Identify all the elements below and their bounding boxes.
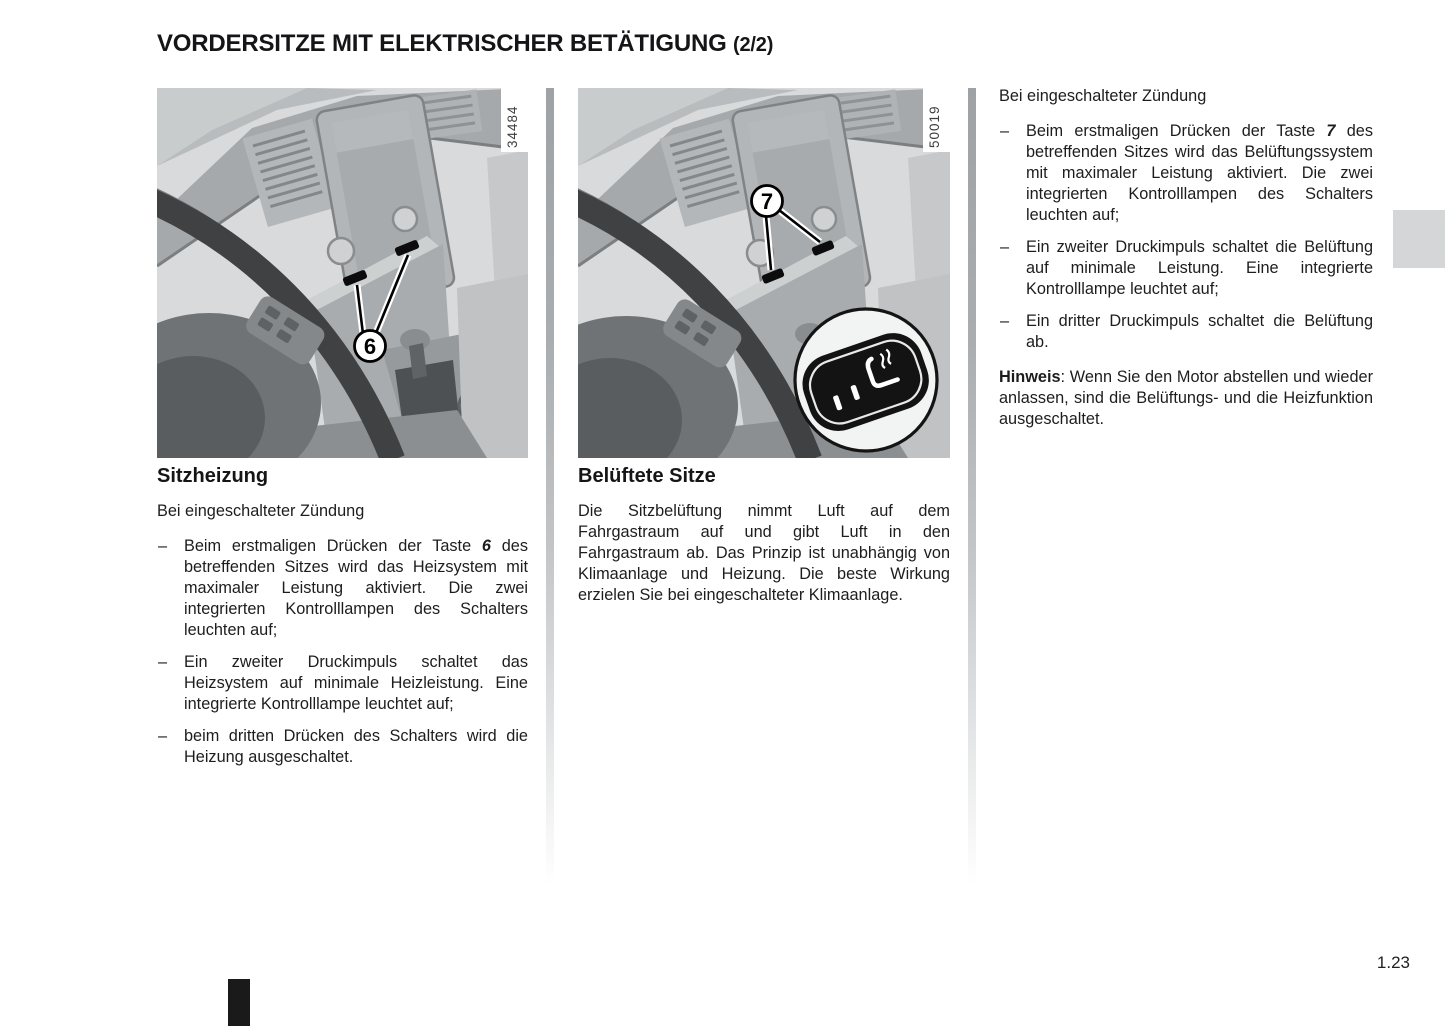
callout-reference-7: 7 [1326, 122, 1336, 140]
rotary-knob-right [812, 207, 836, 231]
callout-reference-6: 6 [481, 537, 491, 555]
bullet-dash: – [158, 537, 168, 555]
dashboard-illustration-2 [578, 88, 950, 458]
bullet-item [157, 536, 528, 641]
photo-id-label: 50019 [927, 105, 942, 148]
bullet-dash: – [158, 653, 168, 671]
dashboard-illustration-1 [157, 88, 528, 458]
figure-ventilated-seat-buttons [578, 88, 950, 458]
note-text: : Wenn Sie den Motor abstellen und wieder anlassen, sind die Belüftungs- und die Heizfunktion ausgeschaltet. [999, 368, 1373, 428]
ignition-condition-text: Bei eingeschalteter Zündung [999, 87, 1207, 105]
section-ventilated-seats [578, 464, 950, 606]
bullet-item [999, 311, 1373, 353]
page-title-main: VORDERSITZE MIT ELEKTRISCHER BETÄTIGUNG [157, 30, 727, 57]
section-ventilation-operation [999, 86, 1373, 430]
note-paragraph [999, 367, 1373, 430]
bullet-item [999, 121, 1373, 226]
rotary-knob-right [393, 207, 417, 231]
bullet-text: beim dritten Drücken des Schalters wird die Heizung ausgeschaltet. [184, 727, 528, 766]
bullet-item [157, 726, 528, 768]
bullet-text: Beim erstmaligen Drücken der Taste 6 des betreffenden Sitzes wird das Heizsystem mit maximaler Leistung aktiviert. Die zwei integrierten Kontrolllampen des Schalters leuchten auf; [184, 537, 528, 639]
bullet-text: Beim erstmaligen Drücken der Taste 7 des betreffenden Sitzes wird das Belüftungssystem mit maximaler Leistung aktiviert. Die zwei integrierten Kontrolllampen des Schalters leuchten auf; [1026, 122, 1373, 224]
bullet-item [999, 237, 1373, 300]
bullet-dash: – [1000, 238, 1010, 256]
ignition-condition-text: Bei eingeschalteter Zündung [157, 502, 365, 520]
callout-7-number: 7 [760, 189, 774, 214]
section-heading: Sitzheizung [157, 465, 269, 487]
magnifier-inset [794, 309, 937, 451]
page-title-pagination: (2/2) [733, 34, 774, 56]
bullet-dash: – [1000, 312, 1010, 330]
rotary-knob-left [328, 238, 354, 264]
chapter-thumb-tab [1393, 210, 1445, 268]
note-label: Hinweis [999, 368, 1061, 386]
bullet-dash: – [1000, 122, 1010, 140]
page-number: 1.23 [1376, 953, 1410, 972]
section-body-text: Die Sitzbelüftung nimmt Luft auf dem Fahrgastraum auf und gibt Luft in den Fahrgastraum ab. Das Prinzip ist unabhängig von Klimaanlage und Heizung. Die beste Wirkung erzielen Sie bei eingeschalteter Klimaanlage. [578, 502, 950, 604]
bullet-item [157, 652, 528, 715]
photo-id-label: 34484 [505, 105, 520, 148]
print-registration-mark [228, 979, 250, 1026]
bullet-dash: – [158, 727, 168, 745]
bullet-text: Ein zweiter Druckimpuls schaltet das Heizsystem auf minimale Heizleistung. Eine integrierte Kontrolllampe leuchtet auf; [184, 653, 528, 713]
bullet-text: Ein zweiter Druckimpuls schaltet die Belüftung auf minimale Leistung. Eine integrierte Kontrolllampe leuchtet auf; [1026, 238, 1373, 298]
bullet-text: Ein dritter Druckimpuls schaltet die Belüftung ab. [1026, 312, 1373, 351]
figure-heated-seat-buttons [157, 88, 528, 458]
column-separator-2 [968, 88, 976, 918]
section-heading: Belüftete Sitze [578, 465, 716, 487]
page-title [157, 30, 773, 58]
column-separator-1 [546, 88, 554, 918]
callout-6-number: 6 [363, 334, 377, 359]
section-seat-heating [157, 464, 528, 779]
